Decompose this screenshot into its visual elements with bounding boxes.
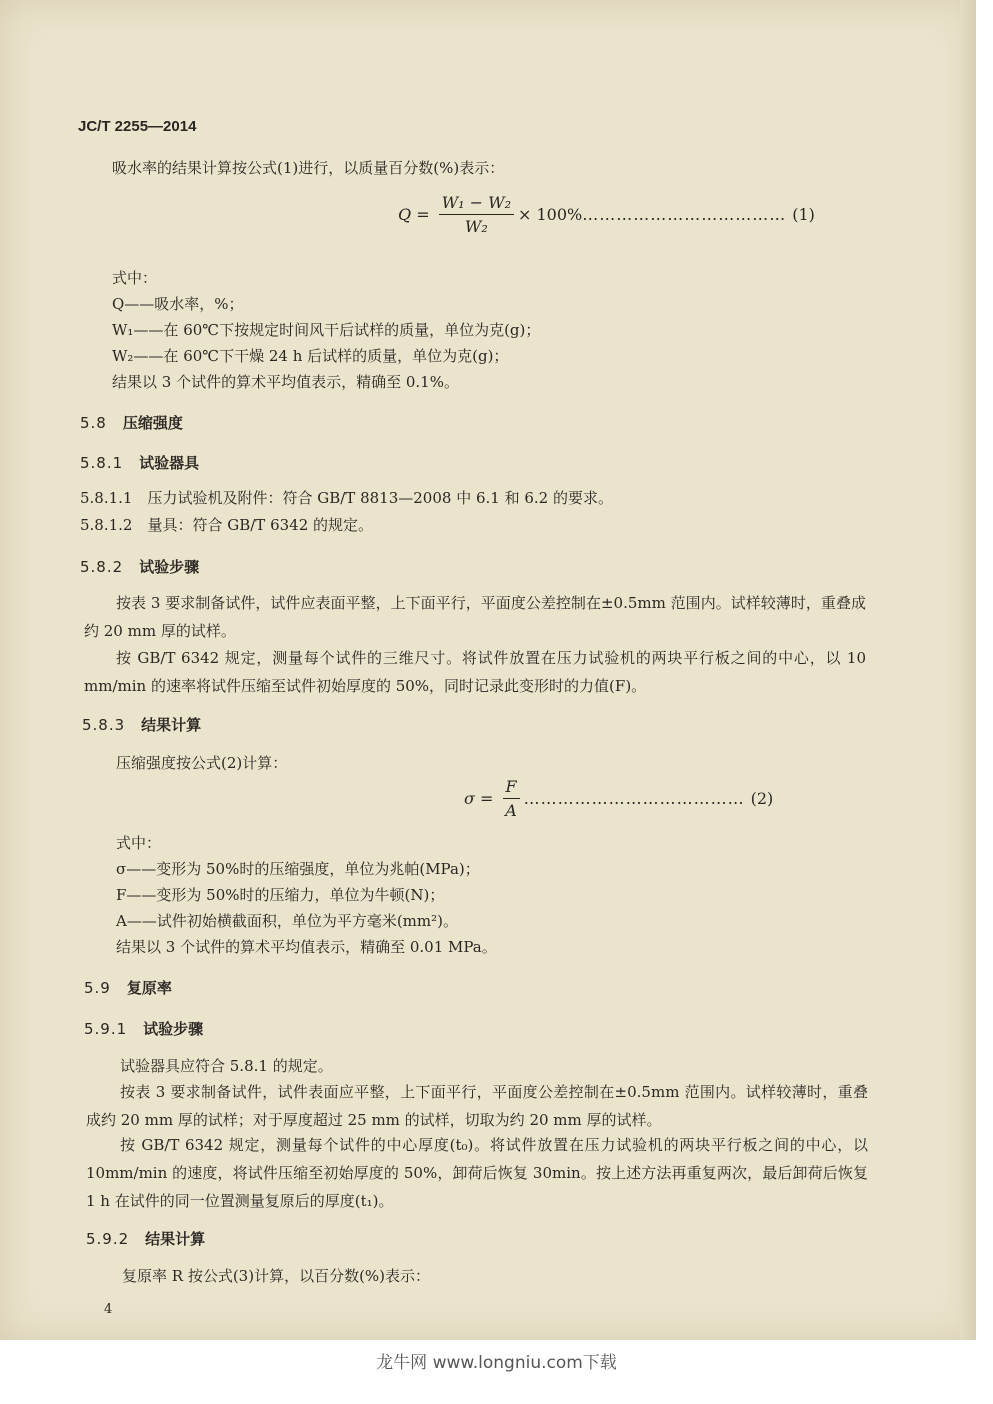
s57-def-w2: W₂——在 60℃下干燥 24 h 后试样的质量，单位为克(g)； — [112, 347, 509, 365]
clause-5-8-1-2: 5.8.1.2 量具：符合 GB/T 6342 的规定。 — [80, 516, 374, 534]
formula-1: Q = $\frac{\text{W₁ − W₂}}{\text{W₂}}$ × 100% ……………………………… (1) — [398, 193, 815, 236]
formula-1-numerator: W₁ − W₂ — [439, 193, 514, 215]
s58-def-f: F——变形为 50%时的压缩力，单位为牛顿(N)； — [116, 886, 445, 904]
heading-5-8-1: 5.8.1 试验器具 — [80, 454, 200, 472]
s58-where: 式中： — [116, 834, 162, 852]
s57-def-w1: W₁——在 60℃下按规定时间风干后试样的质量，单位为克(g)； — [112, 321, 541, 339]
formula-1-tail: × 100% — [518, 205, 583, 224]
s57-def-q: Q——吸水率，%； — [112, 295, 244, 313]
page-edge — [960, 0, 976, 1340]
formula-2-numerator: F — [503, 777, 520, 799]
formula-1-fraction — [439, 193, 514, 236]
s57-where: 式中： — [112, 269, 158, 287]
clause-5-8-1-1: 5.8.1.1 压力试验机及附件：符合 GB/T 8813—2008 中 6.1 和 6.2 的要求。 — [80, 489, 613, 507]
s59-para-1: 按表 3 要求制备试件，试件表面应平整，上下面平行，平面度公差控制在±0.5mm 范围内。试样较薄时，重叠成约 20 mm 厚的试样；对于厚度超过 25 mm 的试样，切取为约 20 mm 厚的试样。 — [86, 1083, 868, 1129]
page-number: 4 — [104, 1302, 113, 1317]
formula-2-number: (2) — [750, 789, 774, 808]
s58-result: 结果以 3 个试件的算术平均值表示，精确至 0.01 MPa。 — [116, 938, 497, 956]
formula-2-lhs: σ — [464, 789, 475, 808]
heading-5-9-1: 5.9.1 试验步骤 — [84, 1020, 204, 1038]
heading-5-8-3: 5.8.3 结果计算 — [82, 716, 202, 734]
s58-step-para-1: 按表 3 要求制备试件，试件应表面平整，上下面平行，平面度公差控制在±0.5mm 范围内。试样较薄时，重叠成约 20 mm 厚的试样。 — [84, 594, 866, 640]
s58-def-a: A——试件初始横截面积，单位为平方毫米(mm²)。 — [116, 912, 458, 930]
formula-2-denominator: A — [505, 801, 517, 820]
s58-step-para-2: 按 GB/T 6342 规定，测量每个试件的三维尺寸。将试件放置在压力试验机的两块平行板之间的中心，以 10 mm/min 的速率将试件压缩至试件初始厚度的 50%，同时记录此变形时的力值(F)。 — [84, 649, 866, 695]
heading-5-9: 5.9 复原率 — [84, 979, 172, 997]
standard-code: JC/T 2255—2014 — [78, 118, 197, 135]
s57-result: 结果以 3 个试件的算术平均值表示，精确至 0.1%。 — [112, 373, 459, 391]
download-footer: 龙牛网 www.longniu.com下载 — [376, 1353, 617, 1373]
formula-1-lhs: Q — [398, 205, 412, 224]
s59-para-0: 试验器具应符合 5.8.1 的规定。 — [120, 1057, 333, 1075]
heading-5-8: 5.8 压缩强度 — [80, 414, 183, 432]
s57-intro: 吸水率的结果计算按公式(1)进行，以质量百分数(%)表示： — [112, 159, 505, 177]
formula-2-fraction — [503, 777, 520, 820]
heading-5-9-2: 5.9.2 结果计算 — [86, 1230, 206, 1248]
formula-2: σ = $\frac{F}{A}$ ………………………………… (2) — [464, 777, 774, 820]
s58-def-sigma: σ——变形为 50%时的压缩强度，单位为兆帕(MPa)； — [116, 860, 480, 878]
heading-5-8-2: 5.8.2 试验步骤 — [80, 558, 200, 576]
s59-calc-intro: 复原率 R 按公式(3)计算，以百分数(%)表示： — [122, 1267, 431, 1285]
s59-para-2: 按 GB/T 6342 规定，测量每个试件的中心厚度(t₀)。将试件放置在压力试验机的两块平行板之间的中心，以 10mm/min 的速度，将试件压缩至初始厚度的 50%，卸荷后恢复 30min。按上述方法再重复两次，最后卸荷后恢复 1 h 在试件的同一位置测量复原后的厚度(t₁)。 — [86, 1136, 868, 1210]
formula-1-number: (1) — [792, 205, 815, 224]
s58-calc-intro: 压缩强度按公式(2)计算： — [116, 754, 288, 772]
formula-1-denominator: W₂ — [464, 217, 488, 236]
